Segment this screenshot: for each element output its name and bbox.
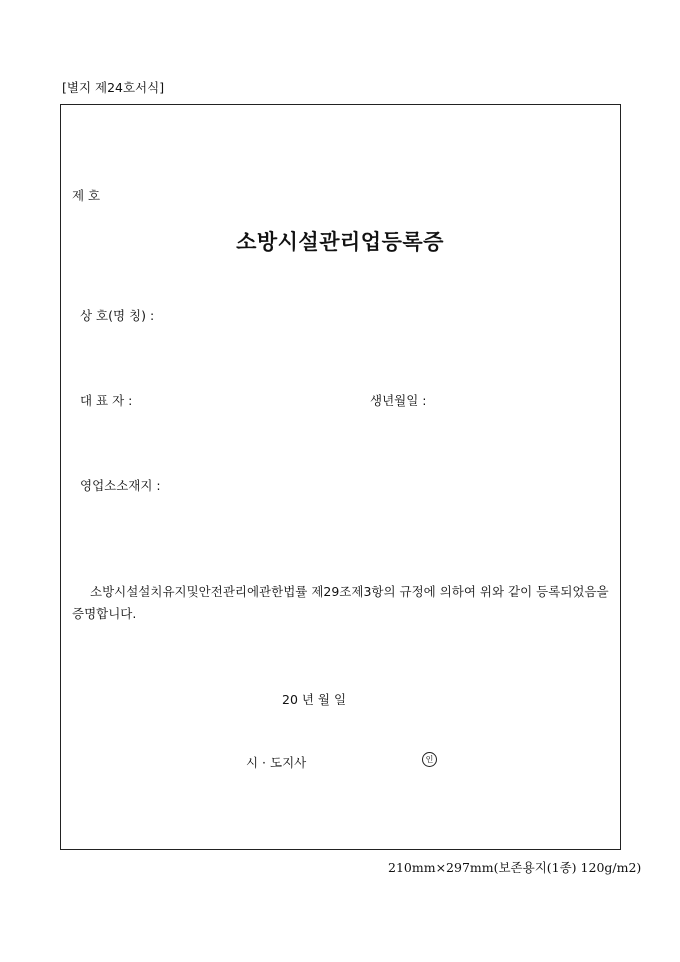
birth-date-label: 생년월일 : (370, 393, 427, 408)
form-number-label: [별지 제24호서식] (62, 80, 165, 95)
issuer-title: 시 · 도지사 (246, 755, 307, 770)
representative-label: 대 표 자 : (80, 393, 133, 408)
trade-name-label: 상 호(명 칭) : (80, 308, 155, 323)
official-seal-mark: 인 (422, 752, 437, 767)
certificate-title: 소방시설관리업등록증 (236, 229, 444, 254)
business-address-label: 영업소소재지 : (80, 478, 161, 493)
certificate-number-label: 제 호 (72, 188, 101, 203)
certification-paragraph: 소방시설설치유지및안전관리에관한법률 제29조제3항의 규정에 의하여 위와 같이 등록되었음을 증명합니다. (72, 584, 609, 621)
paper-specification: 210mm×297mm(보존용지(1종) 120g/m2) (388, 860, 642, 875)
issue-date-line: 20 년 월 일 (282, 692, 347, 707)
